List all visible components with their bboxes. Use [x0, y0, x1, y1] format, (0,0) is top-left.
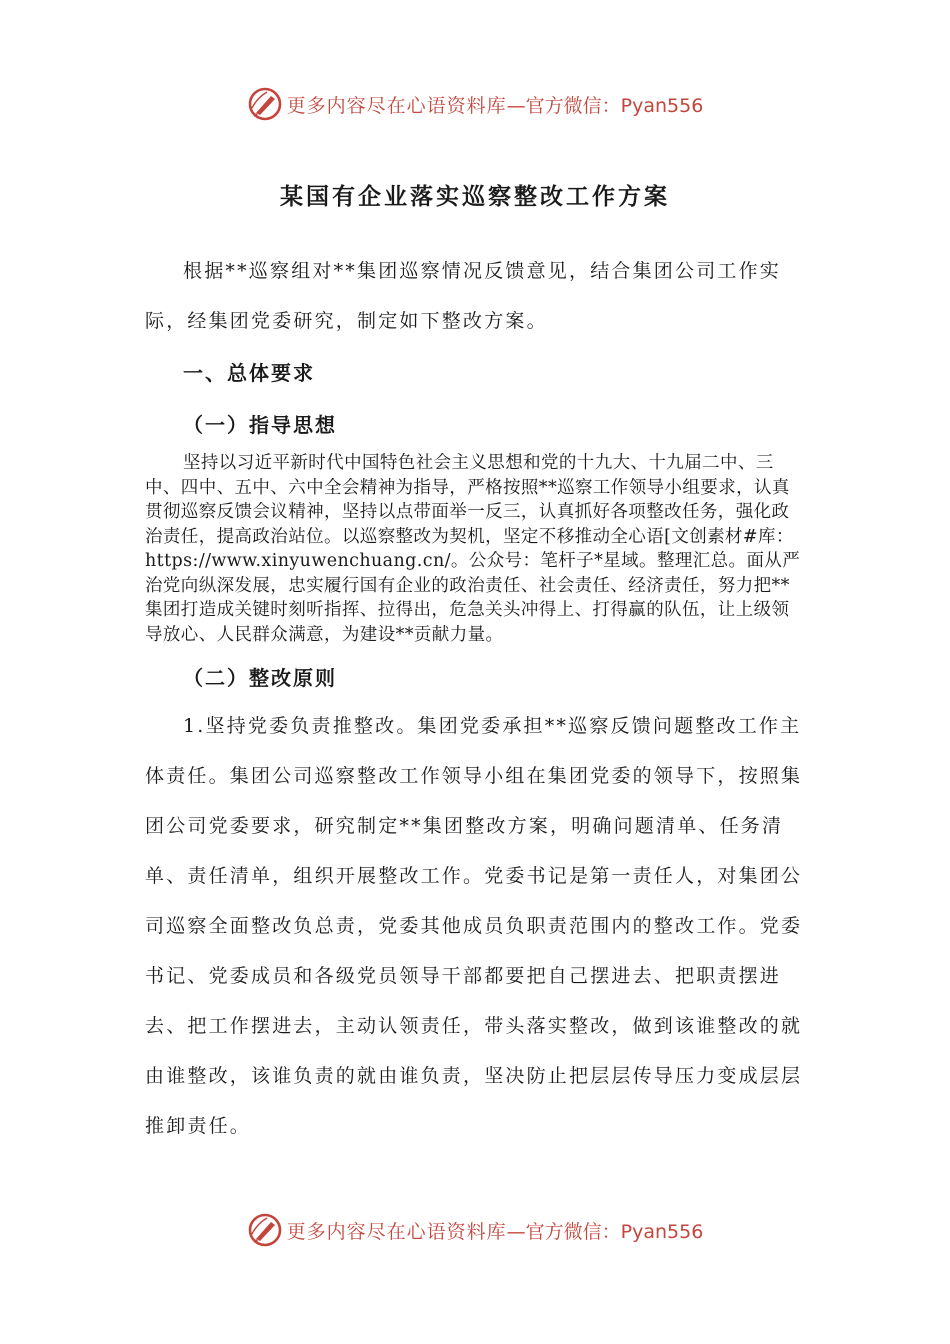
header-banner [0, 84, 950, 124]
guiding-thought-paragraph: 坚持以习近平新时代中国特色社会主义思想和党的十九大、十九届二中、三中、四中、五中、六中全会精神为指导，严格按照**巡察工作领导小组要求，认真贯彻巡察反馈会议精神，坚持以点带面举一反三，认真抓好各项整改任务，强化政治责任，提高政治站位。以巡察整改为契机，坚定不移推动全心语[文创素材#库：https://www.xinyuwenchuang.cn/。公众号：笔杆子*星域。整理汇总。面从严治党向纵深发展，忠实履行国有企业的政治责任、社会责任、经济责任，努力把**集团打造成关键时刻听指挥、拉得出，危急关头冲得上、打得赢的队伍，让上级领导放心、人民群众满意，为建设**贡献力量。 [145, 453, 801, 645]
principle-1-paragraph: 1.坚持党委负责推整改。集团党委承担**巡察反馈问题整改工作主体责任。集团公司巡察整改工作领导小组在集团党委的领导下，按照集团公司党委要求，研究制定**集团整改方案，明确问题清单、任务清单、责任清单，组织开展整改工作。党委书记是第一责任人，对集团公司巡察全面整改负总责，党委其他成员负职责范围内的整改工作。党委书记、党委成员和各级党员领导干部都要把自己摆进去、把职责摆进去、把工作摆进去，主动认领责任，带头落实整改，做到该谁整改的就由谁整改，该谁负责的就由谁负责，坚决防止把层层传导压力变成层层推卸责任。 [145, 715, 803, 1137]
banner-main-text: 更多内容尽在心语资料库 [286, 1220, 507, 1243]
banner-main-text: 更多内容尽在心语资料库 [286, 94, 507, 117]
document-title: 某国有企业落实巡察整改工作方案 [280, 183, 670, 210]
pen-logo-icon [247, 86, 283, 122]
subsection-heading-guiding-thought: （一）指导思想 [183, 413, 337, 437]
footer-banner [0, 1210, 950, 1250]
banner-wechat-text: —官方微信：Pyan556 [506, 1220, 704, 1243]
pen-logo-icon [247, 1212, 283, 1248]
section-heading-1: 一、总体要求 [183, 361, 315, 385]
subsection-heading-principles: （二）整改原则 [183, 666, 337, 690]
banner-wechat-text: —官方微信：Pyan556 [506, 94, 704, 117]
intro-paragraph: 根据**巡察组对**集团巡察情况反馈意见，结合集团公司工作实际，经集团党委研究，制定如下整改方案。 [145, 260, 782, 332]
